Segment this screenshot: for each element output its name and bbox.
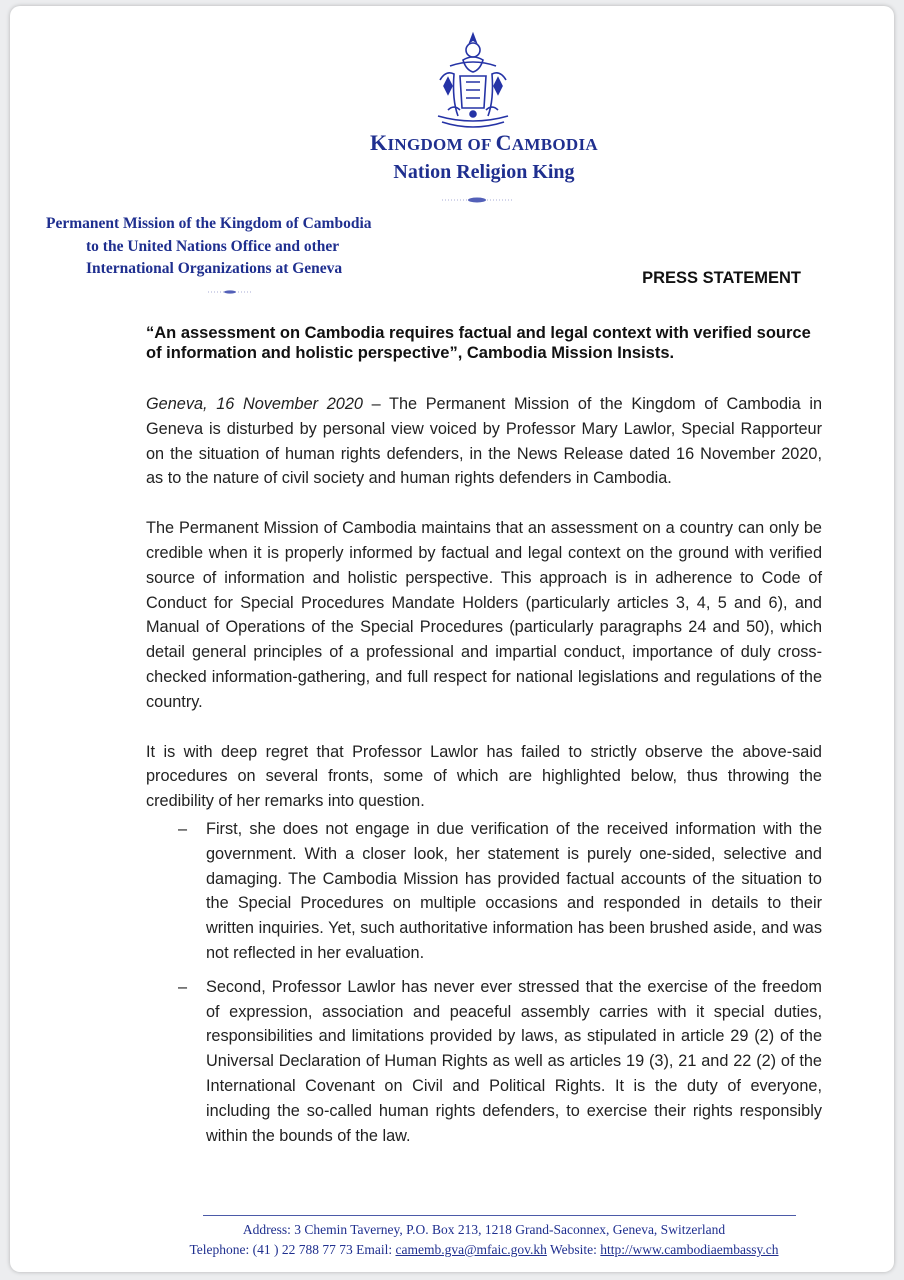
list-item <box>146 817 822 966</box>
country-initial: K <box>370 130 388 155</box>
statement-body <box>146 392 822 1157</box>
paragraph-3: It is with deep regret that Professor Lawlor has failed to strictly observe the above-said procedures on several fronts, some of which are highlighted below, thus throwing the credibility of her remarks into question. <box>146 742 822 811</box>
mission-line-2: to the United Nations Office and other <box>86 237 340 255</box>
mission-name <box>46 213 446 281</box>
footer-telephone: Telephone: (41 ) 22 788 77 73 Email: <box>189 1242 396 1257</box>
paragraph-2: The Permanent Mission of Cambodia maintains that an assessment on a country can only be credible when it is properly informed by factual and legal context on the ground with verified source of information and holistic perspective. This approach is in adherence to Code of Conduct for Special Procedures Mandate Holders (particularly articles 3, 4, 5 and 6), and Manual of Operations of the Special Procedures (particularly paragraphs 24 and 50), which detail general principles of a professional and impartial conduct, importance of duly cross-checked information-gathering, and full respect for national legislations and regulations of the country. <box>146 519 822 711</box>
list-item <box>146 975 822 1149</box>
country-word-1: INGDOM OF <box>387 135 496 154</box>
headline: “An assessment on Cambodia requires factual and legal context with verified source of information and holistic perspective”, Cambodia Mission Insists. <box>146 324 811 362</box>
dateline: Geneva, 16 November 2020 <box>146 395 363 413</box>
royal-arms-emblem-icon <box>430 30 516 134</box>
dash-marker: – <box>178 977 188 996</box>
footer-address: Address: 3 Chemin Taverney, P.O. Box 213, 1218 Grand-Saconnex, Geneva, Switzerland <box>242 1222 726 1237</box>
ornament-divider-icon <box>442 196 512 204</box>
paragraph-1-text: – The Permanent Mission of the Kingdom of Cambodia in Geneva is disturbed by personal view voiced by Professor Mary Lawlor, Special Rapporteur on the situation of human rights defenders, in the News Release dated 16 November 2020, as to the nature of civil society and human rights defenders in Cambodia. <box>146 395 822 488</box>
mission-line-3: International Organizations at Geneva <box>86 260 343 277</box>
paragraph-1 <box>146 392 822 491</box>
footer-contact <box>10 1240 904 1260</box>
website-link[interactable]: http://www.cambodiaembassy.ch <box>600 1242 779 1257</box>
dash-marker: – <box>178 819 188 838</box>
bullet-list <box>146 817 822 1148</box>
list-item-text: First, she does not engage in due verification of the received information with the government. With a closer look, her statement is purely one-sided, selective and damaging. The Cambodia Mission has provided factual accounts of the situation to the Special Procedures on multiple occasions and responded in details to their written inquiries. Yet, such authoritative information has been brushed aside, and was not reflected in her evaluation. <box>206 819 822 962</box>
country-name <box>10 130 904 156</box>
document-type: PRESS STATEMENT <box>642 269 801 287</box>
list-item-text: Second, Professor Lawlor has never ever stressed that the exercise of the freedom of expression, association and peaceful assembly carries with it special duties, responsibilities and limitations provided by laws, as stipulated in article 29 (2) of the Universal Declaration of Human Rights as well as articles 19 (3), 21 and 22 (2) of the International Covenant on Civil and Political Rights. It is the duty of everyone, including the so-called human rights defenders, to exercise their rights responsibly within the bounds of the law. <box>206 977 822 1145</box>
footer-divider <box>203 1215 796 1216</box>
national-motto: Nation Religion King <box>393 161 575 183</box>
mission-line-1: Permanent Mission of the Kingdom of Cambodia <box>46 215 372 232</box>
country-word-2: AMBODIA <box>511 135 598 154</box>
website-label: Website: <box>546 1242 601 1257</box>
country-initial-2: C <box>495 130 512 155</box>
email-link[interactable]: camemb.gva@mfaic.gov.kh <box>395 1242 547 1257</box>
document-page <box>10 6 894 1272</box>
footer <box>10 1220 904 1260</box>
small-ornament-icon <box>208 289 252 295</box>
